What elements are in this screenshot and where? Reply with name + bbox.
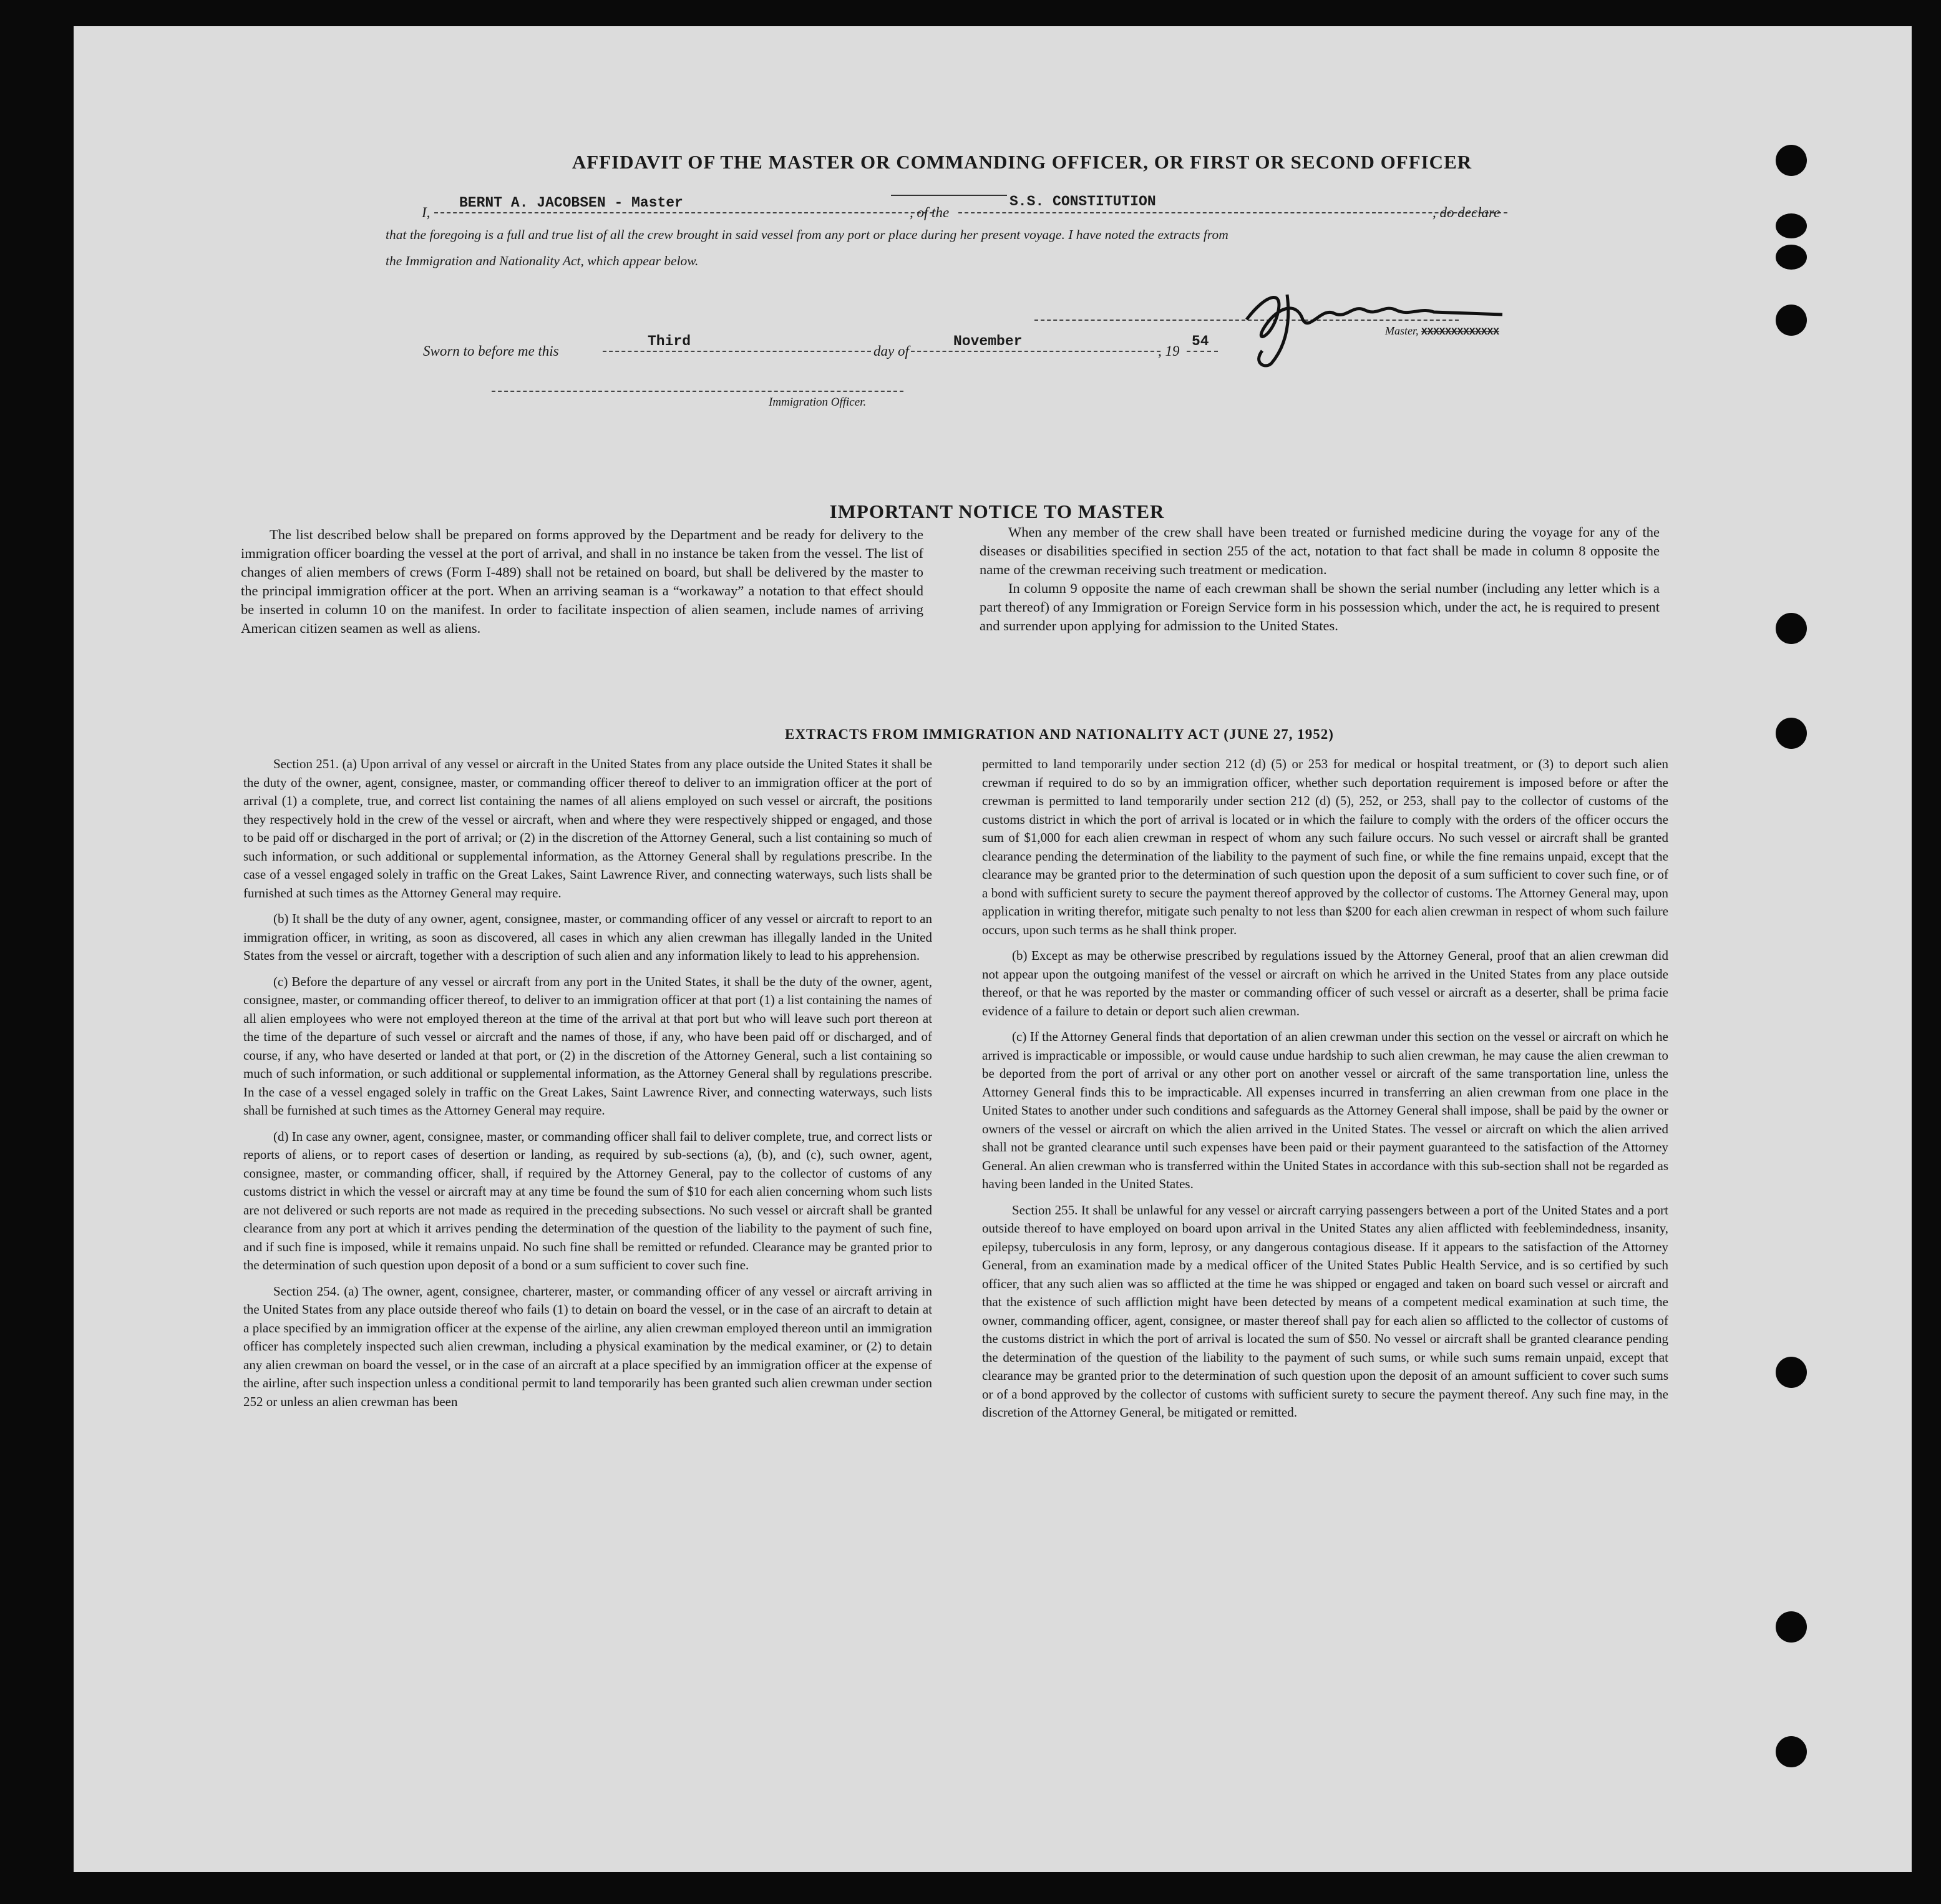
notice-right-paragraph-2: In column 9 opposite the name of each crewman shall be shown the serial number (including any letter which is a part thereof) of any Immigration or Foreign Service form in his possession which, under the act, he is required to present and surrender upon applying for admission to the United States. <box>980 580 1660 633</box>
master-caption-label: Master, <box>1385 325 1421 337</box>
title-rule <box>891 195 1007 196</box>
vessel-name-value: S.S. CONSTITUTION <box>1009 193 1156 210</box>
master-signature <box>1228 270 1515 369</box>
binder-hole <box>1776 1736 1807 1767</box>
name-field-line <box>434 212 933 213</box>
declaration-text-line2: the Immigration and Nationality Act, which appear below. <box>386 253 699 268</box>
extracts-right-column <box>982 755 1668 1430</box>
vessel-field-line <box>958 212 1507 213</box>
section-251-b: (b) It shall be the duty of any owner, agent, consignee, master, or commanding officer of any vessel or aircraft to report to an immigration officer, in writing, as soon as discovered, all cases in which any alien crewman has illegally landed in the United States from the vessel or aircraft, together with a description of such alien and any information likely to lead to his apprehension. <box>243 911 932 963</box>
binder-hole <box>1776 145 1807 176</box>
year-value: 54 <box>1192 333 1209 349</box>
day-field-line <box>603 351 871 352</box>
notice-right-column <box>980 523 1660 635</box>
declaration-text-line1: that the foregoing is a full and true list of all the crew brought in said vessel from any port or place during her present voyage. I have noted the extracts from <box>386 227 1228 242</box>
notice-left-paragraph: The list described below shall be prepared on forms approved by the Department and be ready for delivery to the immigration officer boarding the vessel at the port of arrival, and shall in no instance be taken from the vessel. The list of changes of alien members of crews (Form I-489) shall not be retained on board, but shall be delivered by the master to the principal immigration officer at the port. When an arriving seaman is a “workaway” a notation to that effect should be inserted in column 10 on the manifest. In order to facilitate inspection of alien seamen, include names of arriving American citizen seamen as well as aliens. <box>241 527 923 636</box>
sworn-label: Sworn to before me this <box>423 343 559 359</box>
notice-left-column <box>241 525 923 638</box>
master-name-value: BERNT A. JACOBSEN - Master <box>459 195 683 211</box>
immigration-officer-line <box>492 391 903 392</box>
i-label: I, <box>422 205 431 220</box>
section-254-b: (b) Except as may be otherwise prescribed by regulations issued by the Attorney General, proof that an alien crewman did not appear upon the outgoing manifest of the vessel or aircraft on which he arrived in the United States from any place outside thereof, or that he was reported by the master or commanding officer of such vessel or aircraft as a deserter, shall be prima facie evidence of a failure to detain or deport such alien crewman. <box>982 948 1668 1018</box>
notice-title: IMPORTANT NOTICE TO MASTER <box>829 500 1165 522</box>
year-prefix: , 19 <box>1158 343 1180 359</box>
binder-hole <box>1776 245 1807 270</box>
section-254-c: (c) If the Attorney General finds that deportation of an alien crewman under this section on the vessel or aircraft on which he arrived is impracticable or impossible, or would cause undue hardship to such alien crewman, he may cause the alien crewman to be deported from the port of arrival or any other port on another vessel or aircraft of the same transportation line, unless the Attorney General finds this to be impracticable. All expenses incurred in transferring an alien crewman from one place in the United States to another under such conditions and safeguards as the Attorney General shall impose, shall be paid by the owner or owners of the vessel or aircraft on which the alien arrived in the United States. The vessel or aircraft on which the alien arrived shall not be granted clearance until such expenses have been paid or their payment guaranteed to the satisfaction of the Attorney General. An alien crewman who is transferred within the United States in accordance with this sub-section shall not be regarded as having been landed in the United States. <box>982 1029 1668 1191</box>
form-page <box>74 26 1912 1872</box>
binder-hole <box>1776 1611 1807 1643</box>
master-caption-struck: XXXXXXXXXXXXX <box>1421 326 1499 338</box>
month-field-line <box>911 351 1160 352</box>
binder-hole <box>1776 613 1807 644</box>
master-caption <box>1385 325 1499 338</box>
extracts-title: EXTRACTS FROM IMMIGRATION AND NATIONALITY ACT (JUNE 27, 1952) <box>785 726 1334 742</box>
notice-right-paragraph-1: When any member of the crew shall have been treated or furnished medicine during the voyage for any of the diseases or disabilities specified in section 255 of the act, notation to that fact shall be made in column 8 opposite the name of the crewman receiving such treatment or medication. <box>980 524 1660 577</box>
section-251-a: Section 251. (a) Upon arrival of any vessel or aircraft in the United States from any place outside the United States it shall be the duty of the owner, agent, consignee, master, or commanding officer thereof to deliver to an immigration officer at the port of arrival (1) a complete, true, and correct list containing the names of all aliens employed on such vessel or aircraft, the positions they respectively hold in the crew of the vessel or aircraft, when and where they were respectively shipped or engaged, and those to be paid off or discharged in the port of arrival; or (2) in the discretion of the Attorney General, such a list containing so much of such information, or such additional or supplemental information, as the Attorney General shall by regulations prescribe. In the case of a vessel engaged solely in traffic on the Great Lakes, Saint Lawrence River, and connecting waterways, such lists shall be furnished at such times as the Attorney General may require. <box>243 756 932 901</box>
extracts-left-column <box>243 755 932 1418</box>
section-254-a: Section 254. (a) The owner, agent, consignee, charterer, master, or commanding officer of any vessel or aircraft arriving in the United States from any place outside thereof who fails (1) to detain on board the vessel, or in the case of an aircraft to detain at a place specified by an immigration officer at the expense of the airline, any alien crewman employed thereon until an immigration officer has completely inspected such alien crewman, including a physical examination by the medical examiner, or (2) to detain any alien crewman on board the vessel, or in the case of an aircraft at a place specified by an immigration officer at the expense of the airline, after such inspection unless a conditional permit to land temporarily has been granted such alien crewman under section 252 or unless an alien crewman has been <box>243 1283 932 1409</box>
binder-hole <box>1776 1357 1807 1388</box>
do-declare-label: , do declare <box>1433 205 1501 220</box>
section-251-d: (d) In case any owner, agent, consignee, master, or commanding officer shall fail to deliver complete, true, and correct lists or reports of aliens, or to report cases of desertion or landing, as required by sub-sections (a), (b), and (c), such owner, agent, consignee, master, or commanding officer, shall, if required by the Attorney General, pay to the collector of customs of any customs district in which the vessel or aircraft may at any time be found the sum of $10 for each alien concerning whom such lists are not delivered or such reports are not made as required in the preceding subsections. No such vessel or aircraft shall be granted clearance from any port at which it arrives pending the determination of the question of the liability to the payment of such fine, and if such fine is imposed, while it remains unpaid. No such fine shall be remitted or refunded. Clearance may be granted prior to the determination of such question upon deposit of a bond or a sum sufficient to cover such fine. <box>243 1128 932 1272</box>
day-of-label: day of <box>873 343 909 359</box>
binder-hole <box>1776 213 1807 238</box>
month-value: November <box>953 333 1023 349</box>
binder-hole <box>1776 718 1807 749</box>
year-field-line <box>1187 351 1218 352</box>
day-value: Third <box>648 333 691 349</box>
section-255: Section 255. It shall be unlawful for any vessel or aircraft carrying passengers between a port of the United States and a port outside thereof to have employed on board upon arrival in the United States any alien afflicted with feeblemindedness, insanity, epilepsy, tuberculosis in any form, leprosy, or any dangerous contagious disease. If it appears to the satisfaction of the Attorney General, from an examination made by a medical officer of the United States Public Health Service, and is so certified by such officer, that any such alien was so afflicted at the time he was shipped or engaged and taken on board such vessel or aircraft and that the existence of such affliction might have been detected by means of a competent medical examination at such time, the owner, commanding officer, agent, consignee, or master thereof shall pay for each alien so afflicted to the collector of customs of the customs district in which the port of arrival is located the sum of $50. No vessel or aircraft shall be granted clearance pending the determination of the question of the liability to the payment of such sums, or while such sums remain unpaid, except that clearance may be granted prior to the determination of such question upon the deposit of an amount sufficient to cover such sums or of a bond approved by the collector of customs with sufficient surety to secure the payment thereof. Any such fine may, in the discretion of the Attorney General, be mitigated or remitted. <box>982 1202 1668 1420</box>
section-251-c: (c) Before the departure of any vessel or aircraft from any port in the United States, it shall be the duty of the owner, agent, consignee, master, or commanding officer thereof, to deliver to an immigration officer at that port (1) a list containing the names of all alien employees who were not employed thereon at the time of the arrival at that port but who will leave such port thereon at the time of the departure of such vessel or aircraft and the names of those, if any, who have been paid off or discharged, and of course, if any, who have deserted or landed at that port, or (2) in the discretion of the Attorney General, such a list containing so much of such information, or such additional or supplemental information, as the Attorney General shall by regulations prescribe. In the case of a vessel engaged solely in traffic on the Great Lakes, Saint Lawrence River, and connecting waterways, such lists shall be furnished at such times as the Attorney General may require. <box>243 974 932 1118</box>
immigration-officer-label: Immigration Officer. <box>769 396 867 409</box>
of-the-label: , of the <box>910 205 950 220</box>
binder-hole <box>1776 305 1807 336</box>
section-254-a-continued: permitted to land temporarily under section 212 (d) (5) or 253 for medical or hospital treatment, or (3) to deport such alien crewman if required to do so by an immigration officer, whether such deportation requirement is imposed before or after the crewman is permitted to land temporarily under section 212 (d) (5), 252, or 253, shall pay to the collector of customs of the customs district in which the port of arrival is located or in which the failure to comply with the orders of the officer occurs the sum of $1,000 for each alien crewman in respect of whom any such failure occurs. No such vessel or aircraft shall be granted clearance pending the determination of the liability to the payment of such fine, or while the fine remains unpaid, except that the clearance may be granted prior to the determination of such question upon the deposit of a sum sufficient to cover such fine, or of a bond with sufficient surety to secure the payment thereof approved by the collector of customs. The Attorney General may, upon application in writing therefor, mitigate such penalty to not less than $200 for each alien crewman in respect of whom such failure occurs, upon such terms as he shall think proper. <box>982 756 1668 937</box>
affidavit-title: AFFIDAVIT OF THE MASTER OR COMMANDING OFFICER, OR FIRST OR SECOND OFFICER <box>572 151 1472 173</box>
